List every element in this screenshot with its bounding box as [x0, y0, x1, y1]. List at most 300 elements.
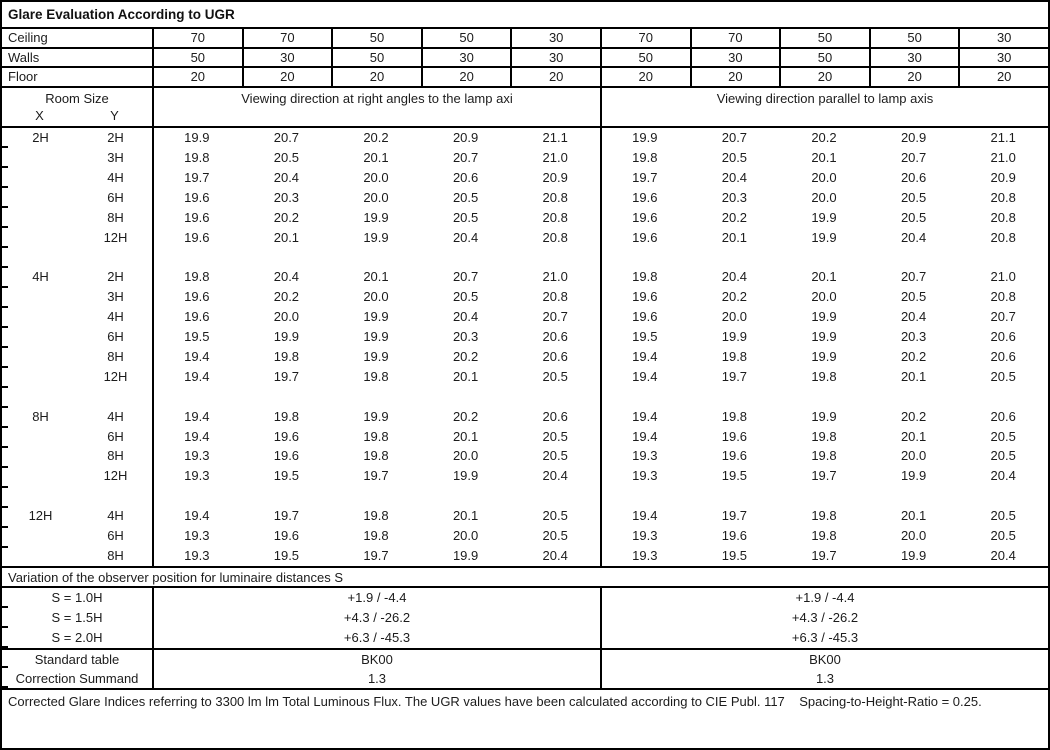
surface-value-cell: 50	[152, 49, 242, 67]
room-x-label	[2, 148, 79, 168]
ugr-value-cell: 20.8	[542, 189, 568, 205]
ugr-value-cell: 20.4	[721, 169, 748, 185]
table-header-row	[2, 88, 1048, 128]
room-y-label: 3H	[107, 289, 124, 305]
ugr-value-cell: 20.5	[452, 189, 479, 205]
ugr-row	[2, 546, 1048, 566]
surface-value-cell: 20	[958, 68, 1048, 86]
ugr-row	[2, 446, 1048, 466]
ugr-row	[2, 208, 1048, 228]
divider-sections	[600, 128, 602, 566]
room-y-label: 2H	[107, 129, 124, 145]
ugr-row	[2, 427, 1048, 447]
ugr-value-cell: 21.0	[542, 149, 568, 165]
room-size-header	[2, 88, 152, 126]
ugr-value-cell: 19.4	[632, 408, 658, 424]
surface-value-cell: 50	[421, 29, 511, 47]
summary-value-right: 1.3	[600, 669, 1048, 688]
ugr-value-cell: 20.1	[452, 368, 479, 384]
ugr-value-cell: 20.7	[452, 149, 479, 165]
ugr-value-cell: 20.6	[542, 329, 568, 345]
surface-value-cell: 20	[600, 68, 690, 86]
surface-value-cell: 20	[152, 68, 242, 86]
ugr-value-cell: 19.8	[363, 448, 389, 464]
ugr-value-cell: 20.0	[721, 309, 748, 325]
ugr-value-cell: 19.6	[721, 528, 748, 544]
ugr-value-cell: 19.6	[184, 289, 210, 305]
ugr-value-cell: 19.4	[184, 408, 210, 424]
ugr-value-cell: 20.3	[900, 329, 927, 345]
ugr-value-cell: 19.9	[452, 548, 479, 563]
surface-value-cell: 20	[331, 68, 421, 86]
ugr-value-cell: 19.7	[721, 508, 748, 524]
ugr-value-cell: 20.1	[811, 149, 837, 165]
variation-value-left: +6.3 / -45.3	[152, 628, 600, 648]
ugr-value-cell: 21.0	[990, 269, 1016, 285]
ugr-value-cell: 19.9	[811, 408, 837, 424]
ugr-value-cell: 20.6	[542, 408, 568, 424]
ugr-value-cell: 20.4	[452, 309, 479, 325]
ugr-value-cell: 20.5	[542, 428, 568, 444]
section-header-parallel: Viewing direction parallel to lamp axis	[600, 88, 1048, 126]
ugr-value-cell: 19.8	[363, 368, 389, 384]
room-size-xy-labels	[2, 108, 152, 123]
room-x-label	[2, 287, 79, 307]
ugr-value-cell: 19.6	[632, 189, 658, 205]
ugr-rows	[2, 128, 1048, 566]
ugr-value-cell: 19.9	[632, 129, 658, 145]
ugr-value-cell: 20.9	[900, 129, 927, 145]
ugr-value-cell: 19.8	[721, 348, 748, 364]
ugr-value-cell: 20.2	[452, 348, 479, 364]
room-x-label	[2, 228, 79, 248]
ugr-value-cell: 20.0	[363, 169, 389, 185]
ugr-value-cell: 19.6	[184, 209, 210, 225]
surface-row-label: Floor	[8, 69, 38, 85]
surface-value-cell: 30	[690, 49, 780, 67]
ugr-value-cell: 20.7	[990, 309, 1016, 325]
ugr-value-cell: 20.4	[721, 269, 748, 285]
room-y-label: 8H	[107, 348, 124, 364]
variation-value-right: +4.3 / -26.2	[600, 608, 1048, 628]
surface-value-cell: 50	[331, 29, 421, 47]
variation-section-header: Variation of the observer position for luminaire distances S	[2, 566, 1048, 588]
ugr-value-cell: 19.6	[273, 428, 300, 444]
ugr-value-cell: 20.2	[900, 408, 927, 424]
ugr-value-cell: 19.3	[632, 528, 658, 544]
ugr-value-cell: 19.6	[721, 448, 748, 464]
ugr-value-cell: 20.1	[363, 149, 389, 165]
ugr-value-cell: 20.9	[542, 169, 568, 185]
ugr-value-cell: 20.5	[900, 209, 927, 225]
room-x-label: 8H	[32, 408, 49, 424]
surface-value-cell: 20	[242, 68, 332, 86]
ugr-row	[2, 506, 1048, 526]
ugr-value-cell: 21.0	[542, 269, 568, 285]
room-y-label: 12H	[103, 468, 128, 484]
room-y-header: Y	[110, 107, 119, 123]
ugr-value-cell: 19.7	[632, 169, 658, 185]
variation-row	[2, 588, 1048, 608]
ugr-value-cell: 19.6	[632, 229, 658, 245]
surface-rows	[2, 29, 1048, 88]
ugr-value-cell: 19.7	[273, 508, 300, 524]
ugr-value-cell: 19.7	[363, 468, 389, 484]
variation-value-right: +6.3 / -45.3	[600, 628, 1048, 648]
surface-value-cell: 50	[331, 49, 421, 67]
room-x-label	[2, 347, 79, 367]
ugr-value-cell: 19.4	[184, 508, 210, 524]
ugr-value-cell: 20.4	[900, 309, 927, 325]
ugr-value-cell: 20.5	[542, 528, 568, 544]
ugr-value-cell: 19.5	[273, 468, 300, 484]
ugr-value-cell: 19.9	[900, 548, 927, 563]
ugr-value-cell: 19.8	[721, 408, 748, 424]
ugr-value-cell: 20.7	[273, 129, 300, 145]
surface-row	[2, 68, 1048, 88]
summary-row-label: Correction Summand	[15, 670, 139, 686]
ugr-value-cell: 19.9	[363, 309, 389, 325]
room-x-label	[2, 327, 79, 347]
ugr-value-cell: 20.0	[900, 528, 927, 544]
room-y-label: 8H	[107, 209, 124, 225]
ugr-value-cell: 19.8	[363, 528, 389, 544]
ugr-value-cell: 20.9	[452, 129, 479, 145]
ugr-value-cell: 20.5	[990, 428, 1016, 444]
ugr-value-cell: 20.1	[721, 229, 748, 245]
variation-row-label: S = 1.0H	[51, 589, 103, 605]
ugr-value-cell: 19.5	[273, 548, 300, 563]
surface-value-cell: 70	[600, 29, 690, 47]
ugr-value-cell: 20.7	[452, 269, 479, 285]
ugr-value-cell: 19.7	[811, 468, 837, 484]
surface-value-cell: 30	[421, 49, 511, 67]
ugr-value-cell: 19.9	[363, 348, 389, 364]
summary-value-left: 1.3	[152, 669, 600, 688]
room-x-label	[2, 466, 79, 486]
ugr-value-cell: 19.5	[184, 329, 210, 345]
ugr-value-cell: 19.9	[363, 229, 389, 245]
surface-row	[2, 49, 1048, 69]
ugr-value-cell: 20.5	[721, 149, 748, 165]
ugr-row	[2, 407, 1048, 427]
ugr-value-cell: 19.3	[184, 468, 210, 484]
ugr-value-cell: 19.8	[184, 149, 210, 165]
ugr-value-cell: 20.2	[811, 129, 837, 145]
ugr-value-cell: 19.6	[721, 428, 748, 444]
room-x-label	[2, 168, 79, 188]
ugr-value-cell: 19.5	[721, 548, 748, 563]
ugr-value-cell: 20.0	[900, 448, 927, 464]
ugr-value-cell: 20.8	[542, 289, 568, 305]
ugr-row	[2, 466, 1048, 486]
ugr-value-cell: 20.5	[990, 508, 1016, 524]
ugr-value-cell: 19.9	[811, 209, 837, 225]
ugr-value-cell: 20.5	[990, 528, 1016, 544]
surface-value-cell: 20	[421, 68, 511, 86]
ugr-value-cell: 20.6	[542, 348, 568, 364]
variation-rows	[2, 588, 1048, 650]
ugr-row	[2, 287, 1048, 307]
ugr-value-cell: 20.0	[811, 189, 837, 205]
variation-value-left: +4.3 / -26.2	[152, 608, 600, 628]
ugr-value-cell: 19.9	[184, 129, 210, 145]
ugr-value-cell: 20.7	[721, 129, 748, 145]
ugr-value-cell: 19.8	[811, 448, 837, 464]
ugr-value-cell: 19.4	[184, 348, 210, 364]
ugr-value-cell: 19.9	[811, 309, 837, 325]
ugr-value-cell: 20.5	[452, 289, 479, 305]
ugr-value-cell: 19.4	[184, 368, 210, 384]
ugr-row	[2, 128, 1048, 148]
ugr-value-cell: 21.1	[542, 129, 568, 145]
ugr-value-cell: 19.7	[184, 169, 210, 185]
ugr-value-cell: 20.4	[542, 548, 568, 563]
ugr-value-cell: 20.1	[900, 428, 927, 444]
divider-room-size	[152, 128, 154, 566]
room-y-label: 6H	[107, 329, 124, 345]
summary-row-label: Standard table	[34, 651, 120, 667]
surface-value-cell: 70	[242, 29, 332, 47]
variation-row	[2, 628, 1048, 648]
ugr-row	[2, 168, 1048, 188]
room-size-title: Room Size	[45, 90, 109, 106]
ugr-value-cell: 20.6	[990, 348, 1016, 364]
surface-value-cell: 30	[869, 49, 959, 67]
ugr-value-cell: 20.5	[542, 508, 568, 524]
ugr-value-cell: 20.8	[542, 209, 568, 225]
surface-value-cell: 50	[600, 49, 690, 67]
ugr-value-cell: 19.3	[632, 448, 658, 464]
ugr-value-cell: 20.2	[900, 348, 927, 364]
ugr-value-cell: 19.5	[721, 468, 748, 484]
summary-value-right: BK00	[600, 650, 1048, 669]
ugr-row	[2, 526, 1048, 546]
surface-value-cell: 70	[152, 29, 242, 47]
room-y-label: 4H	[107, 309, 124, 325]
surface-value-cell: 30	[242, 49, 332, 67]
surface-row-label: Walls	[8, 49, 40, 65]
page-title: Glare Evaluation According to UGR	[2, 2, 1048, 29]
ugr-data-area	[2, 128, 1048, 566]
ugr-row	[2, 267, 1048, 287]
room-x-label: 12H	[28, 508, 53, 524]
ugr-value-cell: 20.8	[990, 229, 1016, 245]
surface-value-cell: 30	[958, 29, 1048, 47]
ugr-value-cell: 19.9	[811, 348, 837, 364]
ugr-value-cell: 20.4	[452, 229, 479, 245]
ugr-row	[2, 367, 1048, 387]
ugr-value-cell: 19.9	[363, 209, 389, 225]
ugr-value-cell: 19.4	[632, 508, 658, 524]
ugr-value-cell: 20.6	[452, 169, 479, 185]
ugr-value-cell: 19.9	[273, 329, 300, 345]
ugr-value-cell: 20.4	[273, 169, 300, 185]
ugr-value-cell: 20.5	[990, 368, 1016, 384]
surface-value-cell: 20	[779, 68, 869, 86]
room-y-label: 4H	[107, 169, 124, 185]
room-y-label: 6H	[107, 428, 124, 444]
ugr-value-cell: 20.4	[273, 269, 300, 285]
ugr-value-cell: 20.9	[990, 169, 1016, 185]
ugr-value-cell: 20.4	[990, 548, 1016, 563]
ugr-value-cell: 20.2	[363, 129, 389, 145]
ugr-value-cell: 19.8	[363, 428, 389, 444]
ugr-value-cell: 19.7	[363, 548, 389, 563]
surface-value-cell: 30	[510, 29, 600, 47]
ugr-value-cell: 20.5	[900, 189, 927, 205]
room-x-label	[2, 208, 79, 228]
footer-note: Corrected Glare Indices referring to 3300 lm lm Total Luminous Flux. The UGR values have been calculated according to CIE Publ. 117 Spacing-to-Height-Ratio = 0.25.	[8, 693, 982, 709]
ugr-value-cell: 20.4	[542, 468, 568, 484]
ugr-value-cell: 20.1	[273, 229, 300, 245]
ugr-row	[2, 188, 1048, 208]
ugr-value-cell: 19.4	[184, 428, 210, 444]
room-x-label	[2, 307, 79, 327]
section-header-right-angles: Viewing direction at right angles to the lamp axi	[152, 88, 600, 126]
room-y-label: 12H	[103, 229, 128, 245]
ugr-value-cell: 19.3	[184, 528, 210, 544]
room-y-label: 6H	[107, 189, 124, 205]
surface-value-cell: 30	[958, 49, 1048, 67]
ugr-value-cell: 20.7	[900, 269, 927, 285]
ugr-value-cell: 20.0	[452, 528, 479, 544]
ugr-value-cell: 20.0	[811, 289, 837, 305]
ugr-value-cell: 19.4	[632, 348, 658, 364]
room-y-label: 6H	[107, 528, 124, 544]
ugr-value-cell: 19.3	[184, 448, 210, 464]
ugr-value-cell: 20.8	[990, 209, 1016, 225]
ugr-value-cell: 20.2	[273, 289, 300, 305]
ugr-value-cell: 19.9	[900, 468, 927, 484]
ugr-value-cell: 19.8	[811, 528, 837, 544]
surface-value-cell: 20	[869, 68, 959, 86]
spacer-row	[2, 247, 1048, 267]
room-x-label	[2, 546, 79, 566]
ugr-value-cell: 20.6	[990, 408, 1016, 424]
ugr-value-cell: 20.6	[990, 329, 1016, 345]
room-y-label: 8H	[107, 448, 124, 464]
ugr-value-cell: 19.8	[184, 269, 210, 285]
ugr-value-cell: 19.8	[811, 508, 837, 524]
ugr-value-cell: 20.0	[363, 189, 389, 205]
ugr-value-cell: 19.8	[811, 368, 837, 384]
ugr-value-cell: 19.3	[184, 548, 210, 563]
surface-value-cell: 50	[869, 29, 959, 47]
room-y-label: 8H	[107, 548, 124, 563]
variation-row-label: S = 1.5H	[51, 609, 103, 625]
ugr-value-cell: 19.7	[721, 368, 748, 384]
ugr-value-cell: 19.6	[184, 309, 210, 325]
ugr-value-cell: 20.0	[363, 289, 389, 305]
ugr-value-cell: 20.1	[900, 508, 927, 524]
ugr-value-cell: 19.7	[811, 548, 837, 563]
room-y-label: 4H	[107, 408, 124, 424]
summary-row	[2, 650, 1048, 669]
variation-row-label: S = 2.0H	[51, 629, 103, 645]
ugr-value-cell: 20.6	[900, 169, 927, 185]
variation-value-left: +1.9 / -4.4	[152, 588, 600, 608]
ugr-value-cell: 19.6	[632, 209, 658, 225]
ugr-value-cell: 20.0	[273, 309, 300, 325]
ugr-value-cell: 19.8	[273, 348, 300, 364]
ugr-value-cell: 20.1	[452, 508, 479, 524]
ugr-value-cell: 19.6	[632, 289, 658, 305]
ugr-value-cell: 19.4	[632, 368, 658, 384]
ugr-value-cell: 20.7	[900, 149, 927, 165]
ugr-row	[2, 307, 1048, 327]
surface-value-cell: 30	[510, 49, 600, 67]
ugr-value-cell: 19.6	[184, 229, 210, 245]
ugr-value-cell: 21.0	[990, 149, 1016, 165]
ugr-value-cell: 19.6	[184, 189, 210, 205]
room-y-label: 12H	[103, 368, 128, 384]
room-x-header: X	[35, 107, 44, 123]
room-x-label	[2, 367, 79, 387]
room-x-label	[2, 188, 79, 208]
surface-value-cell: 50	[779, 29, 869, 47]
ugr-value-cell: 20.1	[452, 428, 479, 444]
ugr-value-cell: 19.8	[363, 508, 389, 524]
ugr-value-cell: 19.9	[363, 408, 389, 424]
ugr-value-cell: 20.8	[990, 289, 1016, 305]
ugr-value-cell: 20.1	[363, 269, 389, 285]
ugr-value-cell: 20.4	[900, 229, 927, 245]
ugr-row	[2, 327, 1048, 347]
ugr-value-cell: 20.2	[273, 209, 300, 225]
ugr-value-cell: 19.6	[273, 448, 300, 464]
surface-value-cell: 50	[779, 49, 869, 67]
ugr-value-cell: 20.5	[452, 209, 479, 225]
ugr-value-cell: 20.3	[273, 189, 300, 205]
ugr-value-cell: 19.9	[811, 329, 837, 345]
ugr-row	[2, 228, 1048, 248]
ugr-value-cell: 20.4	[990, 468, 1016, 484]
ugr-value-cell: 20.3	[721, 189, 748, 205]
ugr-value-cell: 20.2	[721, 209, 748, 225]
ugr-value-cell: 19.4	[632, 428, 658, 444]
variation-row	[2, 608, 1048, 628]
ugr-value-cell: 20.0	[452, 448, 479, 464]
ugr-value-cell: 19.3	[632, 548, 658, 563]
surface-value-cell: 20	[510, 68, 600, 86]
ugr-value-cell: 19.8	[632, 269, 658, 285]
room-x-label	[2, 526, 79, 546]
ugr-value-cell: 20.1	[811, 269, 837, 285]
ugr-value-cell: 20.2	[452, 408, 479, 424]
surface-value-cell: 20	[690, 68, 780, 86]
ugr-value-cell: 19.9	[452, 468, 479, 484]
ugr-value-cell: 20.3	[452, 329, 479, 345]
ugr-value-cell: 20.5	[542, 368, 568, 384]
ugr-value-cell: 19.8	[811, 428, 837, 444]
spacer-row	[2, 486, 1048, 506]
ugr-value-cell: 19.5	[632, 329, 658, 345]
ugr-value-cell: 20.2	[721, 289, 748, 305]
room-y-label: 3H	[107, 149, 124, 165]
ugr-value-cell: 21.1	[990, 129, 1016, 145]
surface-value-cell: 70	[690, 29, 780, 47]
ugr-value-cell: 20.5	[990, 448, 1016, 464]
ugr-value-cell: 20.5	[900, 289, 927, 305]
variation-value-right: +1.9 / -4.4	[600, 588, 1048, 608]
room-x-label	[2, 446, 79, 466]
ugr-value-cell: 20.8	[990, 189, 1016, 205]
ugr-value-cell: 20.1	[900, 368, 927, 384]
summary-row	[2, 669, 1048, 688]
ugr-value-cell: 19.8	[273, 408, 300, 424]
surface-row	[2, 29, 1048, 49]
